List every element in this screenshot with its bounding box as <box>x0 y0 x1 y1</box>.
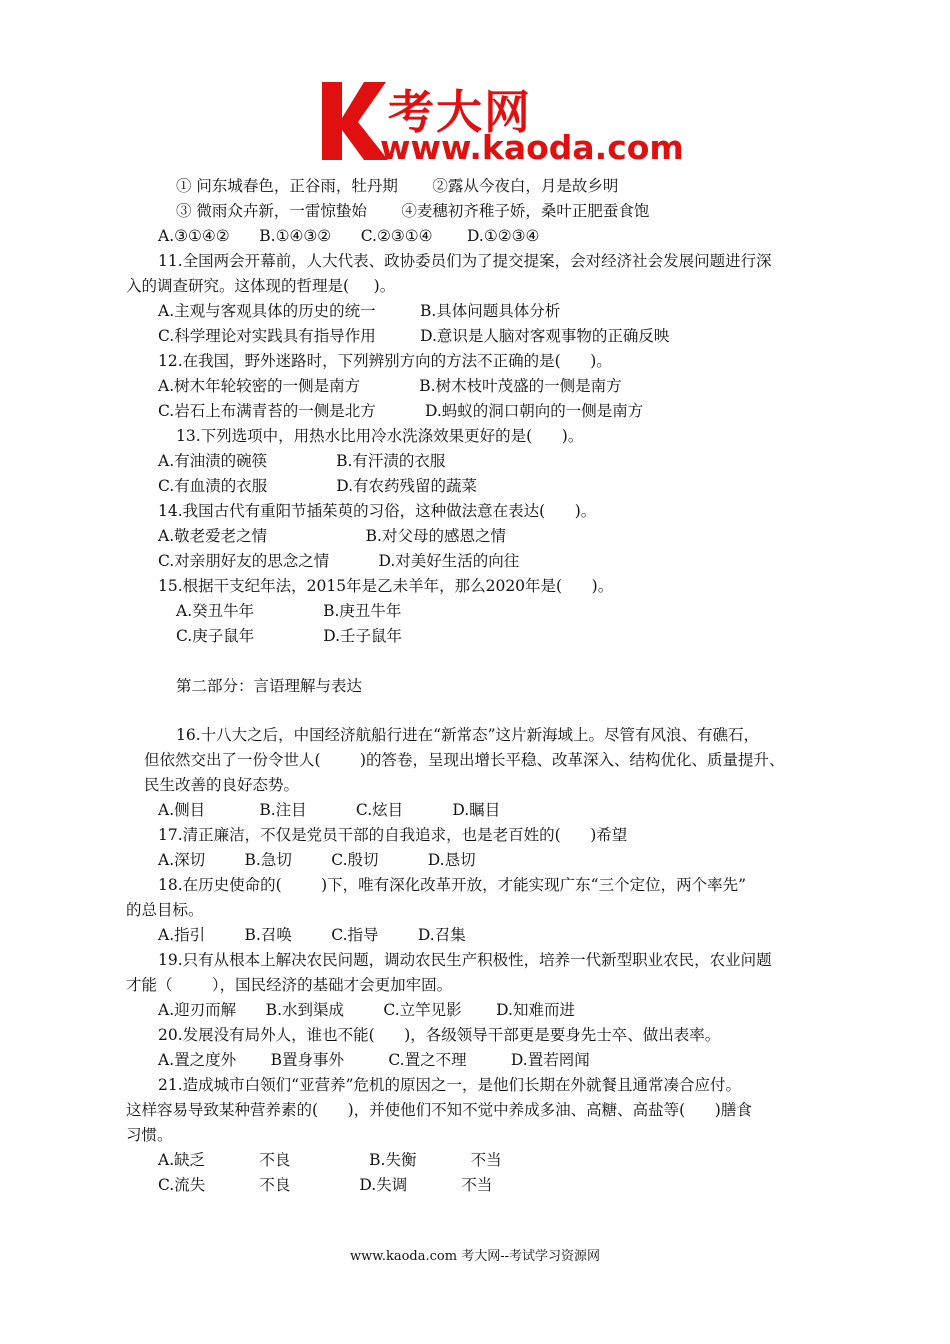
question-19: 19.只有从根本上解决农民问题，调动农民生产积极性，培养一代新型职业农民，农业问题 <box>158 951 772 969</box>
text-line: ③ 微雨众卉新，一雷惊蛰始 ④麦穗初齐稚子娇，桑叶正肥蚕食饱 <box>176 202 650 220</box>
question-21: 21.造成城市白领们“亚营养”危机的原因之一，是他们长期在外就餐且通常凑合应付。 <box>158 1076 742 1094</box>
logo-brand-text: 考大网 <box>388 85 532 139</box>
logo-url-text: www.kaoda.com <box>380 128 684 167</box>
text-line: C.庚子鼠年 D.壬子鼠年 <box>176 627 403 645</box>
text-line: A.置之度外 B置身事外 C.置之不理 D.置若罔闻 <box>158 1051 590 1069</box>
kaoda-logo <box>318 74 684 167</box>
text-line: A.癸丑牛年 B.庚丑牛年 <box>176 602 402 620</box>
text-line: 民生改善的良好态势。 <box>144 776 300 794</box>
page-footer: www.kaoda.com 考大网--考试学习资源网 <box>350 1249 600 1264</box>
text-line: A.迎刃而解 B.水到渠成 C.立竿见影 D.知难而进 <box>158 1001 575 1019</box>
question-15: 15.根据干支纪年法，2015年是乙未羊年，那么2020年是( )。 <box>158 577 614 595</box>
text-line: 这样容易导致某种营养素的( )，并使他们不知不觉中养成多油、高糖、高盐等( )膳食 <box>126 1101 752 1119</box>
text-line: C.科学理论对实践具有指导作用 D.意识是人脑对客观事物的正确反映 <box>158 327 670 345</box>
question-17: 17.清正廉洁，不仅是党员干部的自我追求，也是老百姓的( )希望 <box>158 826 628 844</box>
text-line: A.缺乏 不良 B.失衡 不当 <box>158 1151 502 1169</box>
text-line: A.树木年轮较密的一侧是南方 B.树木枝叶茂盛的一侧是南方 <box>158 377 622 395</box>
text-line: 的总目标。 <box>126 901 204 919</box>
text-line: 但依然交出了一份令世人( )的答卷，呈现出增长平稳、改革深入、结构优化、质量提升、 <box>144 751 785 769</box>
text-line: A.侧目 B.注目 C.炫目 D.瞩目 <box>158 801 501 819</box>
question-16: 16.十八大之后，中国经济航船行进在“新常态”这片新海域上。尽管有风浪、有礁石， <box>176 726 760 744</box>
text-line: A.有油渍的碗筷 B.有汗渍的衣服 <box>158 452 446 470</box>
text-line: 习惯。 <box>126 1126 173 1144</box>
question-12: 12.在我国，野外迷路时，下列辨别方向的方法不正确的是( )。 <box>158 352 612 370</box>
text-line: A.敬老爱老之情 B.对父母的感恩之情 <box>158 527 506 545</box>
text-line: ① 问东城春色，正谷雨，牡丹期 ②露从今夜白，月是故乡明 <box>176 177 619 195</box>
text-line: A.深切 B.急切 C.殷切 D.恳切 <box>158 851 476 869</box>
question-13: 13.下列选项中，用热水比用冷水洗涤效果更好的是( )。 <box>176 427 584 445</box>
question-11: 11.全国两会开幕前，人大代表、政协委员们为了提交提案，会对经济社会发展问题进行深 <box>158 252 772 270</box>
question-20: 20.发展没有局外人，谁也不能( )，各级领导干部更是要身先士卒、做出表率。 <box>158 1026 721 1044</box>
question-18: 18.在历史使命的( )下，唯有深化改革开放，才能实现广东“三个定位，两个率先” <box>158 876 747 894</box>
text-line: C.岩石上布满青苔的一侧是北方 D.蚂蚁的洞口朝向的一侧是南方 <box>158 402 644 420</box>
text-line: C.有血渍的衣服 D.有农药残留的蔬菜 <box>158 477 478 495</box>
text-line: A.主观与客观具体的历史的统一 B.具体问题具体分析 <box>158 302 561 320</box>
text-line: A.③①④② B.①④③② C.②③①④ D.①②③④ <box>158 227 540 245</box>
text-line: A.指引 B.召唤 C.指导 D.召集 <box>158 926 466 944</box>
question-14: 14.我国古代有重阳节插茱萸的习俗，这种做法意在表达( )。 <box>158 502 597 520</box>
text-line: C.流失 不良 D.失调 不当 <box>158 1176 493 1194</box>
text-line: C.对亲朋好友的思念之情 D.对美好生活的向往 <box>158 552 520 570</box>
section-title: 第二部分：言语理解与表达 <box>176 677 363 695</box>
text-line: 入的调查研究。这体现的哲理是( )。 <box>126 277 396 295</box>
text-line: 才能（ ），国民经济的基础才会更加牢固。 <box>126 976 453 994</box>
